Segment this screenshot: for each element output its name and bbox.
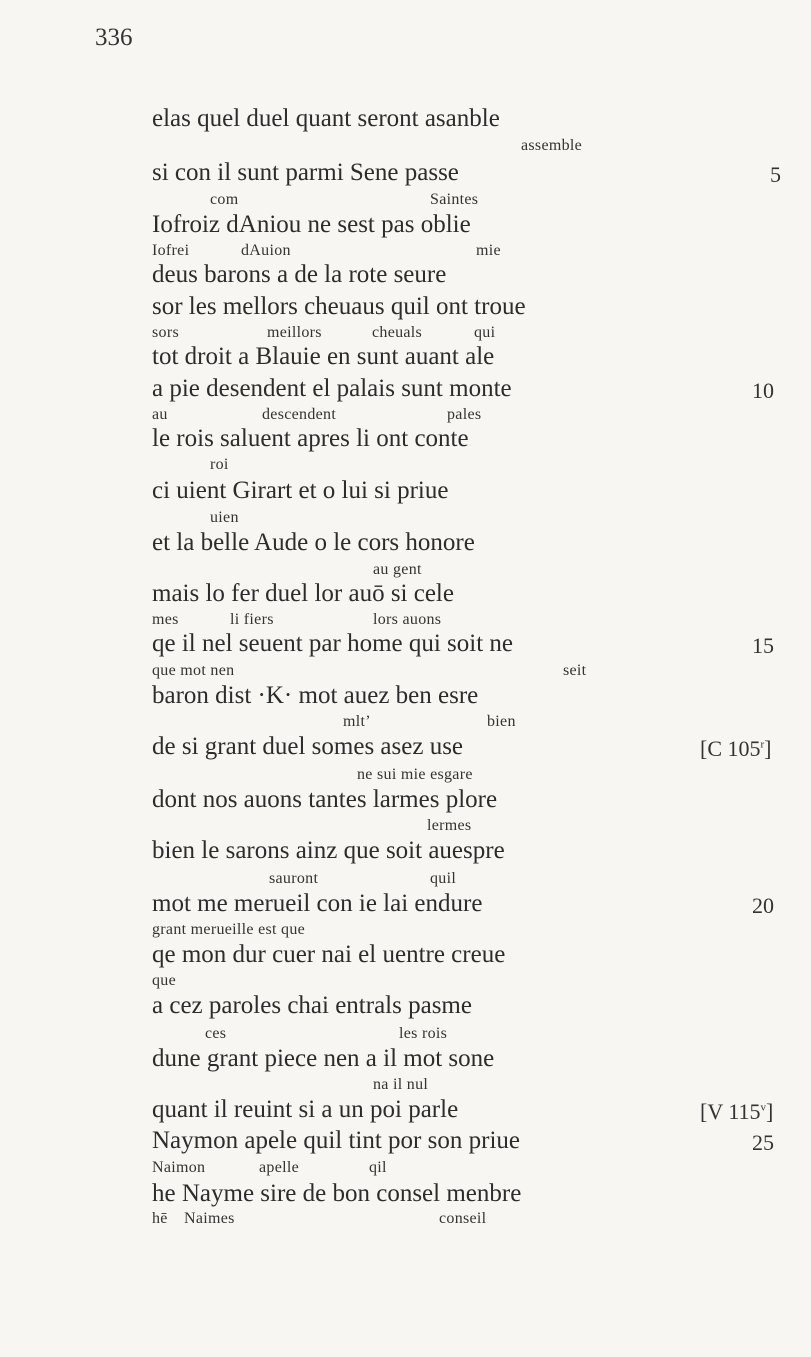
verse-line: ci uient Girart et o lui si priue <box>152 477 449 504</box>
line-number: 15 <box>752 633 774 658</box>
variant-reading: lors auons <box>373 611 442 628</box>
variant-reading: Naimon <box>152 1159 206 1176</box>
variant-reading: roi <box>210 456 229 473</box>
line-number: 5 <box>770 162 781 187</box>
variant-reading: ces <box>205 1025 227 1042</box>
verse-line: he Nayme sire de bon consel menbre <box>152 1180 522 1207</box>
verse-line: le rois saluent apres li ont conte <box>152 425 469 452</box>
variant-reading: que <box>152 972 177 989</box>
variant-reading: sors <box>152 324 179 341</box>
variant-reading: seit <box>563 662 587 679</box>
verse-line: si con il sunt parmi Sene passe <box>152 159 459 186</box>
page-number: 336 <box>95 24 133 51</box>
verse-line: quant il reuint si a un poi parle <box>152 1096 459 1123</box>
verse-line: dont nos auons tantes larmes plore <box>152 786 498 813</box>
verse-line: mais lo fer duel lor auō si cele <box>152 580 454 607</box>
variant-reading: qil <box>369 1159 387 1176</box>
variant-reading: conseil <box>439 1210 487 1227</box>
variant-reading: hē <box>152 1210 168 1227</box>
variant-reading: mlt’ <box>343 713 371 730</box>
variant-reading: meillors <box>267 324 322 341</box>
variant-reading: Saintes <box>430 191 479 208</box>
ref-c-sup: r <box>760 738 765 751</box>
variant-reading: grant merueille est que <box>152 921 306 938</box>
variant-reading: com <box>210 191 239 208</box>
variant-reading: quil <box>430 870 457 887</box>
variant-reading: qui <box>474 324 496 341</box>
variant-reading: mes <box>152 611 179 628</box>
variant-reading: Naimes <box>184 1210 235 1227</box>
verse-line: mot me merueil con ie lai endure <box>152 890 483 917</box>
variant-reading: bien <box>487 713 516 730</box>
variant-reading: ne sui mie esgare <box>357 766 473 783</box>
variant-reading: mie <box>476 242 501 259</box>
verse-line: a cez paroles chai entrals pasme <box>152 992 472 1019</box>
verse-line: deus barons a de la rote seure <box>152 261 447 288</box>
verse-line: sor les mellors cheuaus quil ont troue <box>152 293 526 320</box>
verse-line: Iofroiz dAniou ne sest pas oblie <box>152 211 471 238</box>
variant-reading: assemble <box>521 137 583 154</box>
variant-reading: sauront <box>269 870 319 887</box>
verse-line: elas quel duel quant seront asanble <box>152 105 500 132</box>
variant-reading: cheuals <box>372 324 423 341</box>
variant-reading: dAuion <box>241 242 291 259</box>
ref-v-text: [V 115 <box>700 1099 761 1124</box>
ref-c-close: ] <box>764 736 772 761</box>
variant-reading: que mot nen <box>152 662 235 679</box>
verse-line: bien le sarons ainz que soit auespre <box>152 837 505 864</box>
verse-line: baron dist ·K· mot auez ben esre <box>152 682 479 709</box>
ref-c-text: [C 105 <box>700 736 761 761</box>
verse-line: et la belle Aude o le cors honore <box>152 529 475 556</box>
manuscript-reference <box>700 1101 773 1123</box>
verse-line: de si grant duel somes asez use <box>152 733 464 760</box>
line-number: 10 <box>752 378 774 403</box>
line-number: 25 <box>752 1130 774 1155</box>
variant-reading: descendent <box>262 406 337 423</box>
ref-v-sup: v <box>760 1101 766 1114</box>
verse-line: qe il nel seuent par home qui soit ne <box>152 630 514 657</box>
variant-reading: au <box>152 406 168 423</box>
manuscript-reference <box>700 738 772 760</box>
line-number: 20 <box>752 893 774 918</box>
verse-line: Naymon apele quil tint por son priue <box>152 1127 520 1154</box>
variant-reading: les rois <box>399 1025 448 1042</box>
variant-reading: apelle <box>259 1159 299 1176</box>
variant-reading: au gent <box>373 561 422 578</box>
variant-reading: uien <box>210 509 239 526</box>
variant-reading: lermes <box>427 817 472 834</box>
variant-reading: li fiers <box>230 611 274 628</box>
variant-reading: Iofrei <box>152 242 190 259</box>
variant-reading: na il nul <box>373 1076 429 1093</box>
ref-v-close: ] <box>766 1099 774 1124</box>
verse-line: qe mon dur cuer nai el uentre creue <box>152 941 506 968</box>
variant-reading: pales <box>447 406 482 423</box>
verse-line: a pie desendent el palais sunt monte <box>152 375 512 402</box>
verse-line: dune grant piece nen a il mot sone <box>152 1045 495 1072</box>
verse-line: tot droit a Blauie en sunt auant ale <box>152 343 495 370</box>
